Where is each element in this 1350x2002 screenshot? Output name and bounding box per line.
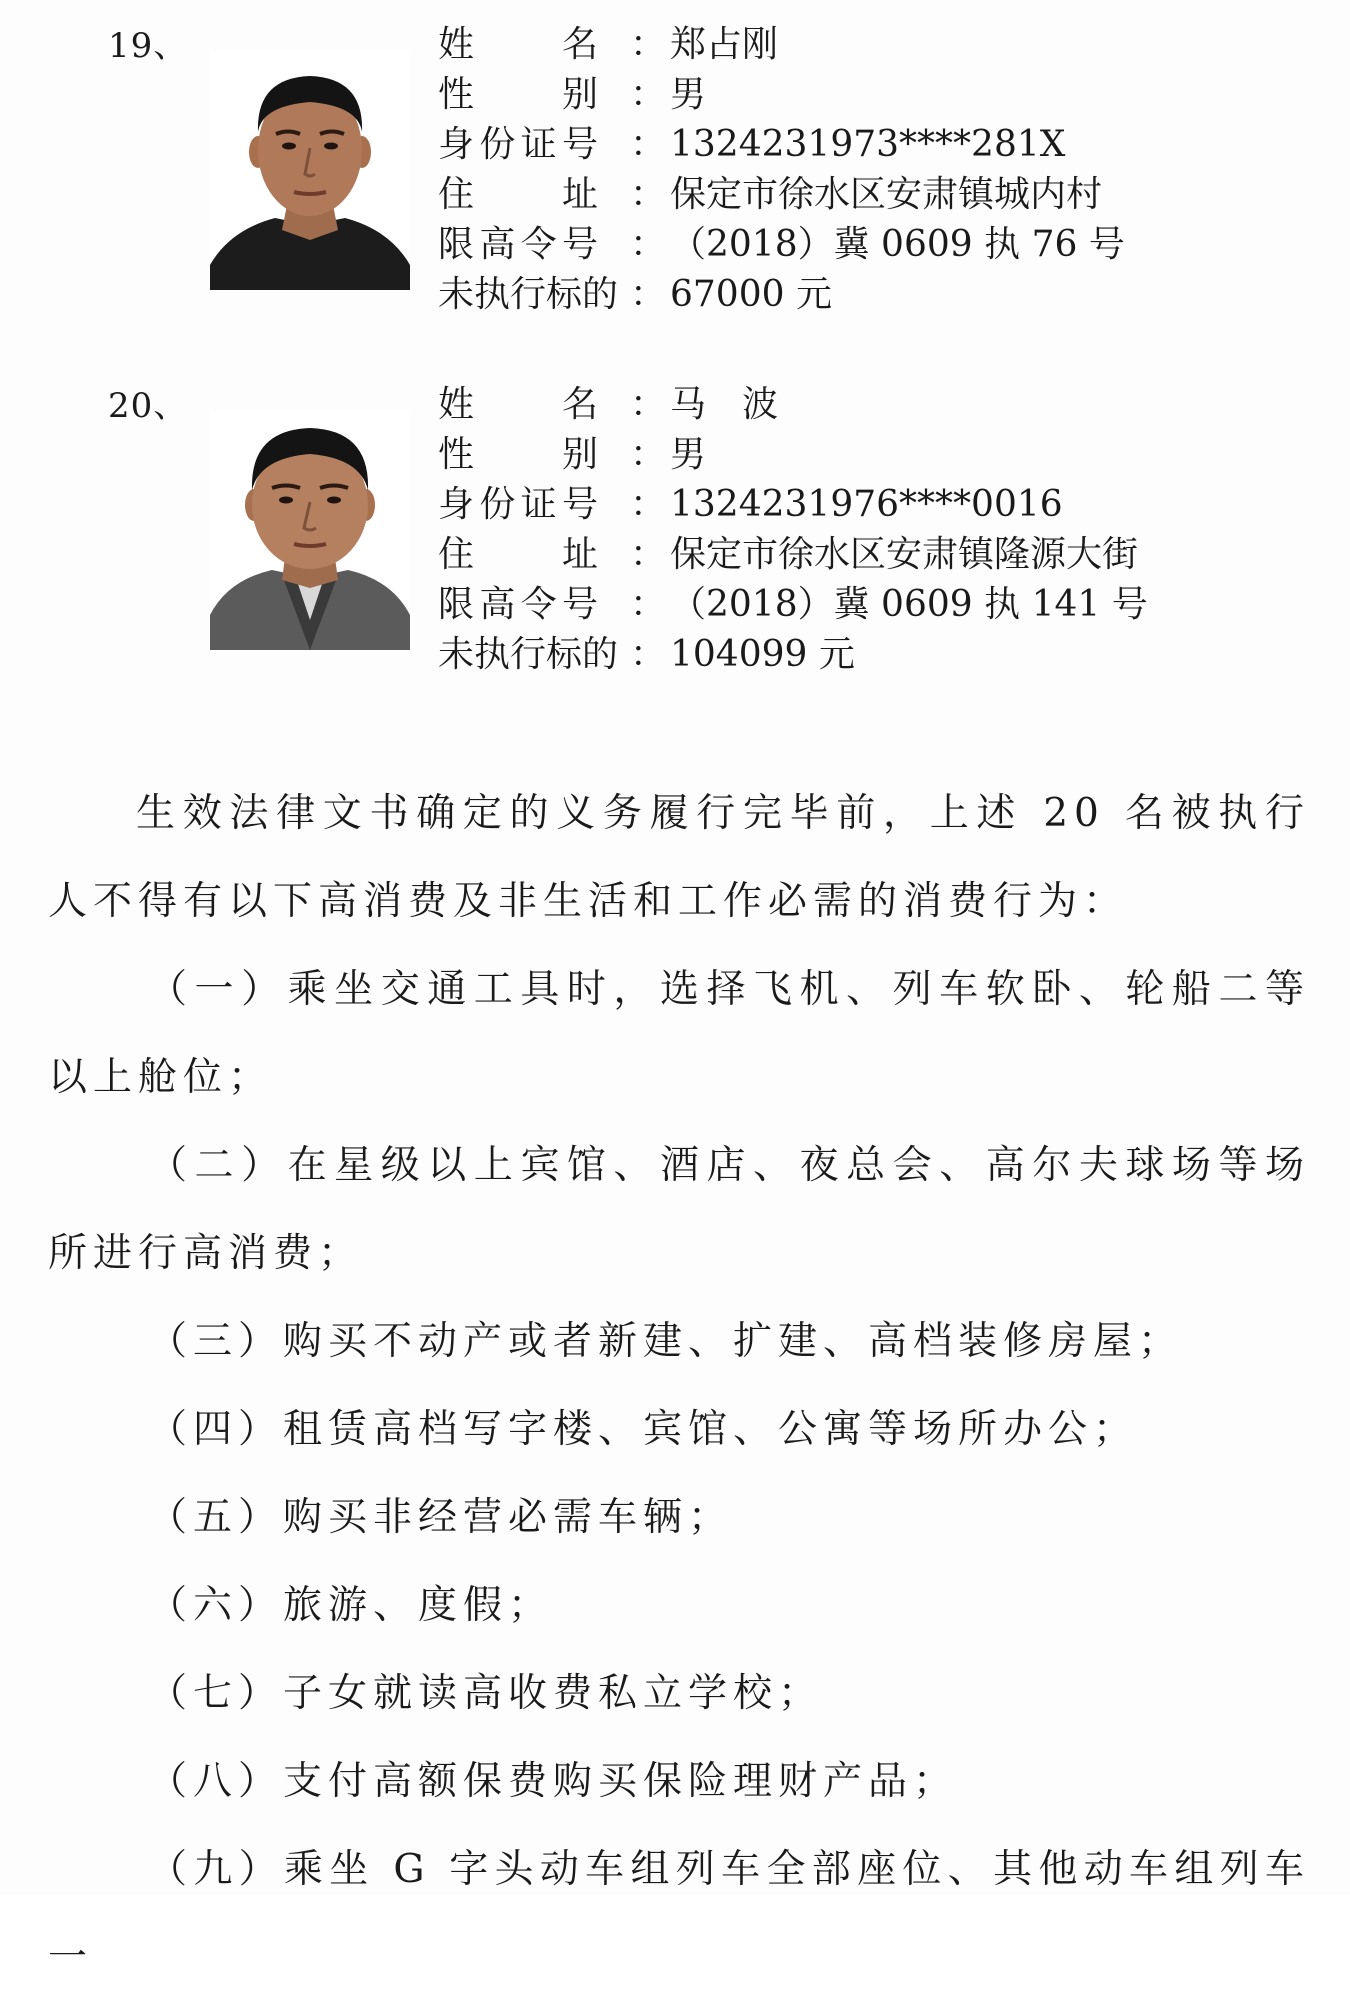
- field-value: 保定市徐水区安肃镇隆源大街: [670, 534, 1139, 575]
- field-name: [438, 20, 1318, 70]
- portrait-image: [210, 410, 410, 650]
- field-restriction-order: [438, 580, 1318, 630]
- field-colon: ：: [630, 174, 667, 215]
- entry-number: 20、: [108, 386, 189, 426]
- field-colon: ：: [630, 124, 667, 165]
- person-photo: [210, 50, 410, 290]
- field-colon: ：: [630, 24, 667, 65]
- restriction-item-4: （四）租赁高档写字楼、宾馆、公寓等场所办公；: [148, 1407, 1139, 1452]
- field-label: 未执行标的: [438, 274, 619, 315]
- restriction-item-2: （二）在星级以上宾馆、酒店、夜总会、高尔夫球场等场所进行高消费；: [48, 1143, 1310, 1276]
- field-address: [438, 170, 1318, 220]
- field-colon: ：: [630, 584, 667, 625]
- restriction-item-9: （九）乘坐 G 字头动车组列车全部座位、其他动车组列车一: [48, 1847, 1310, 1980]
- body-text: [48, 770, 1310, 2002]
- field-restriction-order: [438, 220, 1318, 270]
- field-value: 104099 元: [670, 634, 855, 675]
- field-label: 性别: [438, 74, 598, 115]
- field-value: 男: [670, 434, 707, 475]
- field-label: 住址: [438, 174, 598, 215]
- field-label: 身份证号: [438, 124, 598, 165]
- person-entry-19: [0, 0, 1350, 340]
- restriction-item-5: （五）购买非经营必需车辆；: [148, 1495, 734, 1540]
- field-id-number: [438, 120, 1318, 170]
- field-name: [438, 380, 1318, 430]
- person-entry-20: [0, 360, 1350, 700]
- portrait-image: [210, 50, 410, 290]
- field-address: [438, 530, 1318, 580]
- restriction-item-6: （六）旅游、度假；: [148, 1583, 554, 1628]
- restriction-item-3: （三）购买不动产或者新建、扩建、高档装修房屋；: [148, 1319, 1184, 1364]
- field-unexecuted-amount: [438, 270, 1318, 320]
- field-colon: ：: [630, 534, 667, 575]
- field-label: 未执行标的: [438, 634, 619, 675]
- field-unexecuted-amount: [438, 630, 1318, 680]
- field-value: 马 波: [670, 384, 779, 425]
- intro-paragraph: 生效法律文书确定的义务履行完毕前，上述 20 名被执行人不得有以下高消费及非生活和工作必需的消费行为：: [48, 791, 1310, 924]
- field-label: 限高令号: [438, 584, 598, 625]
- field-label: 身份证号: [438, 484, 598, 525]
- field-label: 住址: [438, 534, 598, 575]
- field-label: 姓名: [438, 384, 598, 425]
- person-photo: [210, 410, 410, 650]
- field-value: 67000 元: [670, 274, 832, 315]
- restriction-item-1: （一）乘坐交通工具时，选择飞机、列车软卧、轮船二等以上舱位；: [48, 967, 1310, 1100]
- field-value: 保定市徐水区安肃镇城内村: [670, 174, 1103, 215]
- field-id-number: [438, 480, 1318, 530]
- field-colon: ：: [630, 634, 667, 675]
- field-value: 1324231973****281X: [670, 124, 1066, 165]
- field-colon: ：: [630, 384, 667, 425]
- field-label: 姓名: [438, 24, 598, 65]
- field-value: 郑占刚: [670, 24, 779, 65]
- field-value: 1324231976****0016: [670, 484, 1063, 525]
- field-value: （2018）冀 0609 执 76 号: [670, 224, 1125, 265]
- field-gender: [438, 70, 1318, 120]
- field-label: 性别: [438, 434, 598, 475]
- person-fields: [438, 20, 1318, 320]
- field-colon: ：: [630, 224, 667, 265]
- entry-number: 19、: [108, 26, 189, 66]
- restriction-item-7: （七）子女就读高收费私立学校；: [148, 1671, 824, 1716]
- restriction-item-8: （八）支付高额保费购买保险理财产品；: [148, 1759, 959, 1804]
- field-value: 男: [670, 74, 707, 115]
- field-colon: ：: [630, 434, 667, 475]
- field-colon: ：: [630, 274, 667, 315]
- field-colon: ：: [630, 74, 667, 115]
- field-gender: [438, 430, 1318, 480]
- person-fields: [438, 380, 1318, 680]
- field-value: （2018）冀 0609 执 141 号: [670, 584, 1148, 625]
- field-label: 限高令号: [438, 224, 598, 265]
- field-colon: ：: [630, 484, 667, 525]
